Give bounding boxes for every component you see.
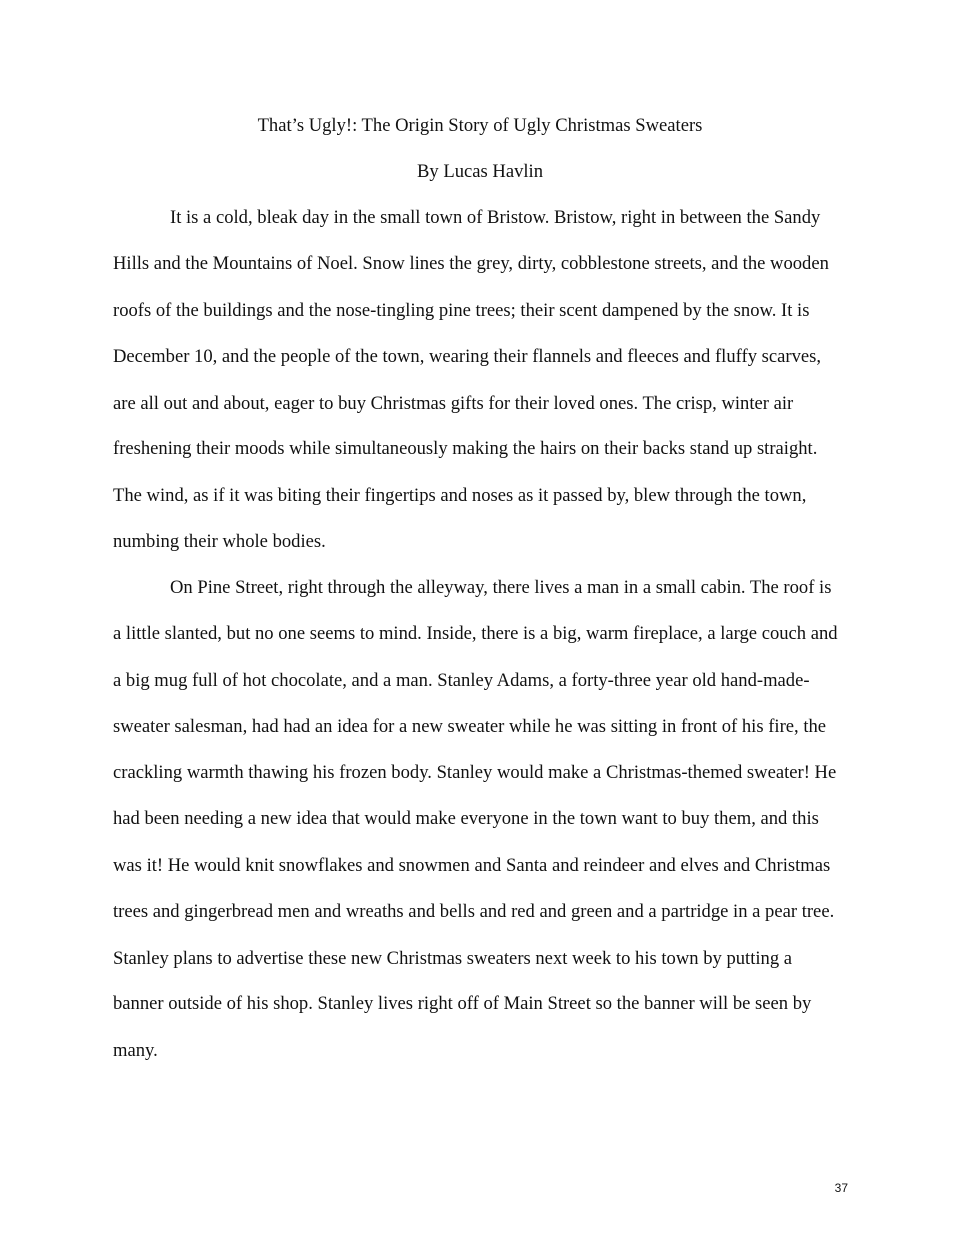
text-line: a little slanted, but no one seems to mind. Inside, there is a big, warm fireplace, a large couch and [113,623,838,644]
story-title: That’s Ugly!: The Origin Story of Ugly Christmas Sweaters [257,115,703,136]
text-line: numbing their whole bodies. [113,531,326,552]
text-line: sweater salesman, had had an idea for a new sweater while he was sitting in front of his fire, the [113,716,827,737]
text-line: had been needing a new idea that would make everyone in the town want to buy them, and this [113,808,819,829]
text-line: roofs of the buildings and the nose-tingling pine trees; their scent dampened by the snow. It is [113,300,810,321]
text-line: Hills and the Mountains of Noel. Snow lines the grey, dirty, cobblestone streets, and the wooden [113,253,829,274]
author-byline: By Lucas Havlin [417,161,543,182]
text-line: many. [113,1040,158,1061]
text-line: Stanley plans to advertise these new Christmas sweaters next week to his town by putting a [113,948,793,969]
text-line: December 10, and the people of the town, wearing their flannels and fleeces and fluffy scarves, [113,346,822,367]
text-line: It is a cold, bleak day in the small town of Bristow. Bristow, right in between the Sandy [170,207,821,228]
text-line: banner outside of his shop. Stanley lives right off of Main Street so the banner will be seen by [113,993,812,1014]
text-line: The wind, as if it was biting their fingertips and noses as it passed by, blew through the town, [113,485,807,506]
text-line: are all out and about, eager to buy Christmas gifts for their loved ones. The crisp, winter air [113,393,794,414]
text-line: trees and gingerbread men and wreaths and bells and red and green and a partridge in a pear tree. [113,901,835,922]
text-line: On Pine Street, right through the alleyway, there lives a man in a small cabin. The roof is [170,577,832,598]
text-line: a big mug full of hot chocolate, and a man. Stanley Adams, a forty-three year old hand-made- [113,670,810,691]
text-line: was it! He would knit snowflakes and snowmen and Santa and reindeer and elves and Christmas [113,855,831,876]
text-line: freshening their moods while simultaneously making the hairs on their backs stand up straight. [113,438,818,459]
text-line: crackling warmth thawing his frozen body. Stanley would make a Christmas-themed sweater! He [113,762,837,783]
page-number: 37 [834,1181,848,1195]
